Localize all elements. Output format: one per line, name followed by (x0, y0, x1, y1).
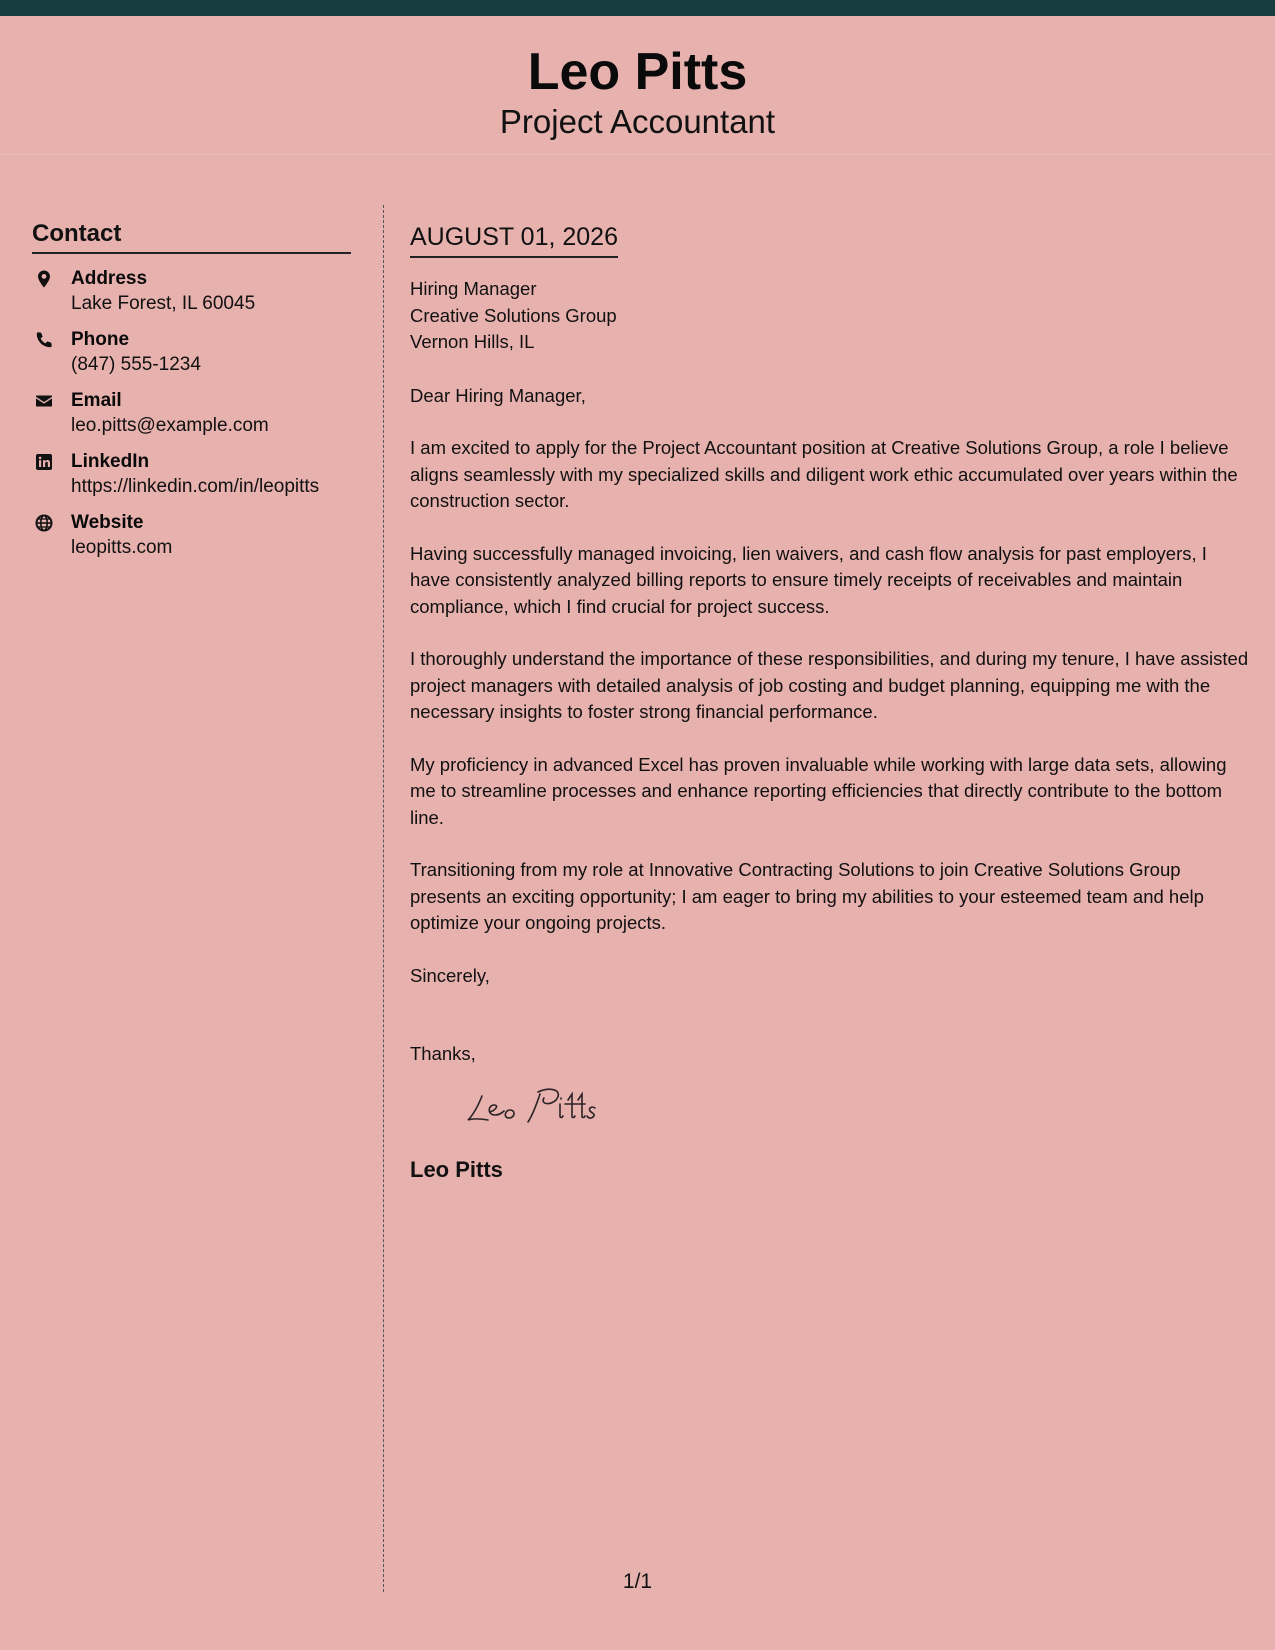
candidate-name: Leo Pitts (527, 43, 748, 101)
linkedin-icon (34, 452, 54, 472)
contact-label: Address (71, 268, 148, 289)
address-value: Lake Forest, IL 60045 (71, 293, 256, 314)
contact-label: Email (71, 390, 122, 411)
letter-body (410, 220, 1250, 1184)
body-paragraph: Having successfully managed invoicing, lien waivers, and cash flow analysis for past employers, I have consistently analyzed billing reports to ensure timely receipts of receivables and maintain compliance, which I find crucial for project success. (410, 542, 1207, 617)
salutation: Dear Hiring Manager, (410, 384, 586, 406)
phone-icon (34, 330, 54, 350)
website-value[interactable]: leopitts.com (71, 537, 173, 558)
recipient-block (410, 276, 1250, 356)
contact-label: Phone (71, 329, 130, 350)
recipient-line: Hiring Manager (410, 278, 537, 299)
contact-item-website (32, 510, 351, 560)
contact-item-phone (32, 327, 351, 377)
thanks-line: Thanks, (410, 1043, 476, 1064)
body-paragraph: My proficiency in advanced Excel has proven invaluable while working with large data sets, allowing me to streamline processes and enhance reporting efficiencies that directly contribute to the bottom line. (410, 753, 1227, 828)
envelope-icon (34, 391, 54, 411)
handwritten-signature (460, 1082, 630, 1130)
recipient-line: Vernon Hills, IL (410, 331, 535, 352)
contact-item-email (32, 388, 351, 438)
top-accent-bar (0, 0, 1275, 16)
contact-heading: Contact (32, 218, 351, 254)
candidate-title: Project Accountant (499, 103, 776, 140)
map-pin-icon (34, 269, 54, 289)
page-number: 1/1 (622, 1570, 653, 1593)
body-paragraph: I am excited to apply for the Project Accountant position at Creative Solutions Group, a role I believe aligns seamlessly with my specialized skills and diligent work ethic accumulated over years within the construction sector. (410, 437, 1238, 511)
signer-name: Leo Pitts (410, 1157, 503, 1182)
phone-value[interactable]: (847) 555-1234 (71, 354, 201, 375)
contact-list (32, 266, 351, 560)
letter-date: AUGUST 01, 2026 (410, 220, 618, 258)
page-header (0, 16, 1275, 155)
contact-item-address (32, 266, 351, 316)
contact-sidebar (32, 218, 351, 571)
contact-item-linkedin (32, 449, 351, 499)
closing: Sincerely, (410, 964, 490, 986)
column-divider (383, 205, 384, 1592)
contact-label: Website (71, 512, 144, 533)
globe-icon (34, 513, 54, 533)
linkedin-value[interactable]: https://linkedin.com/in/leopitts (71, 476, 320, 497)
body-paragraph: I thoroughly understand the importance of these responsibilities, and during my tenure, I have assisted project managers with detailed analysis of job costing and budget planning, equipping me with the necessary insights to foster strong financial performance. (410, 648, 1249, 722)
body-paragraph: Transitioning from my role at Innovative Contracting Solutions to join Creative Solutions Group presents an exciting opportunity; I am eager to bring my abilities to your esteemed team and help optimize your ongoing projects. (410, 859, 1204, 933)
email-value[interactable]: leo.pitts@example.com (71, 415, 269, 436)
recipient-line: Creative Solutions Group (410, 304, 617, 326)
contact-label: LinkedIn (71, 451, 150, 472)
